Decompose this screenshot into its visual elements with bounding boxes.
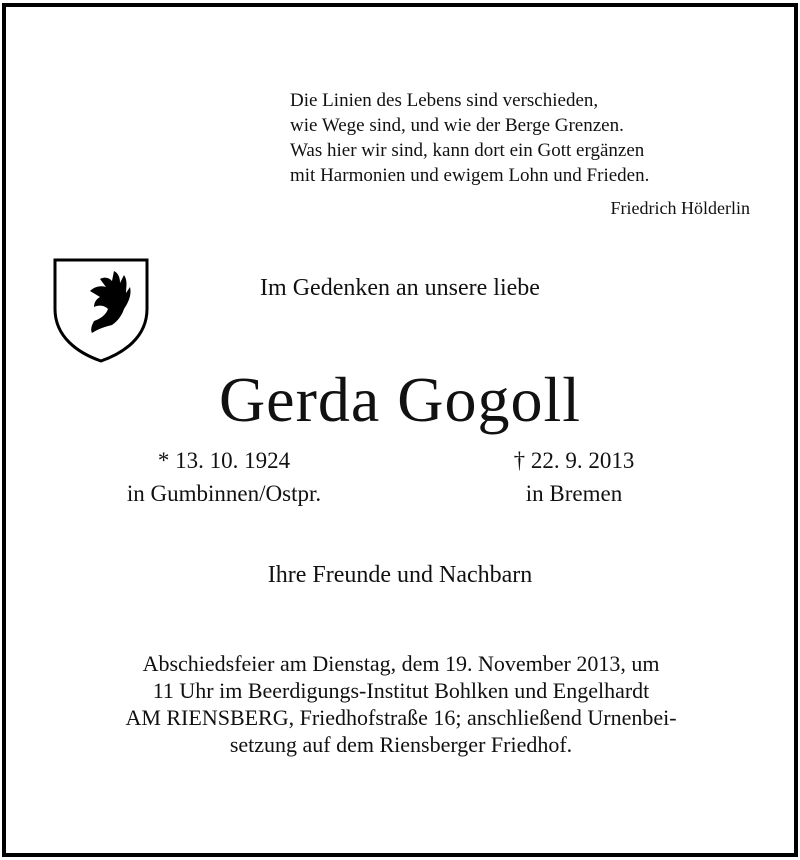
death-date: † 22. 9. 2013 bbox=[513, 448, 635, 473]
intro-text: Im Gedenken an unsere liebe bbox=[260, 275, 540, 301]
birth-date: * 13. 10. 1924 bbox=[157, 448, 291, 473]
birth-place: in Gumbinnen/Ostpr. bbox=[126, 481, 322, 506]
mourners-text: Ihre Freunde und Nachbarn bbox=[267, 562, 533, 588]
poem-line: Was hier wir sind, kann dort ein Gott ergänzen bbox=[290, 140, 645, 161]
death-place: in Bremen bbox=[525, 481, 623, 506]
death-info bbox=[414, 444, 734, 510]
service-details bbox=[40, 650, 762, 758]
service-line: setzung auf dem Riensberger Friedhof. bbox=[229, 732, 573, 757]
service-line: AM RIENSBERG, Friedhofstraße 16; anschließend Urnenbei- bbox=[125, 705, 677, 730]
service-line: 11 Uhr im Beerdigungs-Institut Bohlken und Engelhardt bbox=[152, 678, 650, 703]
poem-line: Die Linien des Lebens sind verschieden, bbox=[290, 90, 599, 111]
poem-line: wie Wege sind, und wie der Berge Grenzen. bbox=[290, 115, 624, 136]
poem-author: Friedrich Hölderlin bbox=[610, 198, 750, 218]
poem-block bbox=[290, 88, 760, 221]
deceased-name: Gerda Gogoll bbox=[218, 364, 582, 435]
service-line: Abschiedsfeier am Dienstag, dem 19. November 2013, um bbox=[142, 651, 660, 676]
poem-line: mit Harmonien und ewigem Lohn und Frieden. bbox=[290, 165, 650, 186]
elk-antler-shield-icon bbox=[52, 257, 150, 363]
birth-info bbox=[64, 444, 384, 510]
